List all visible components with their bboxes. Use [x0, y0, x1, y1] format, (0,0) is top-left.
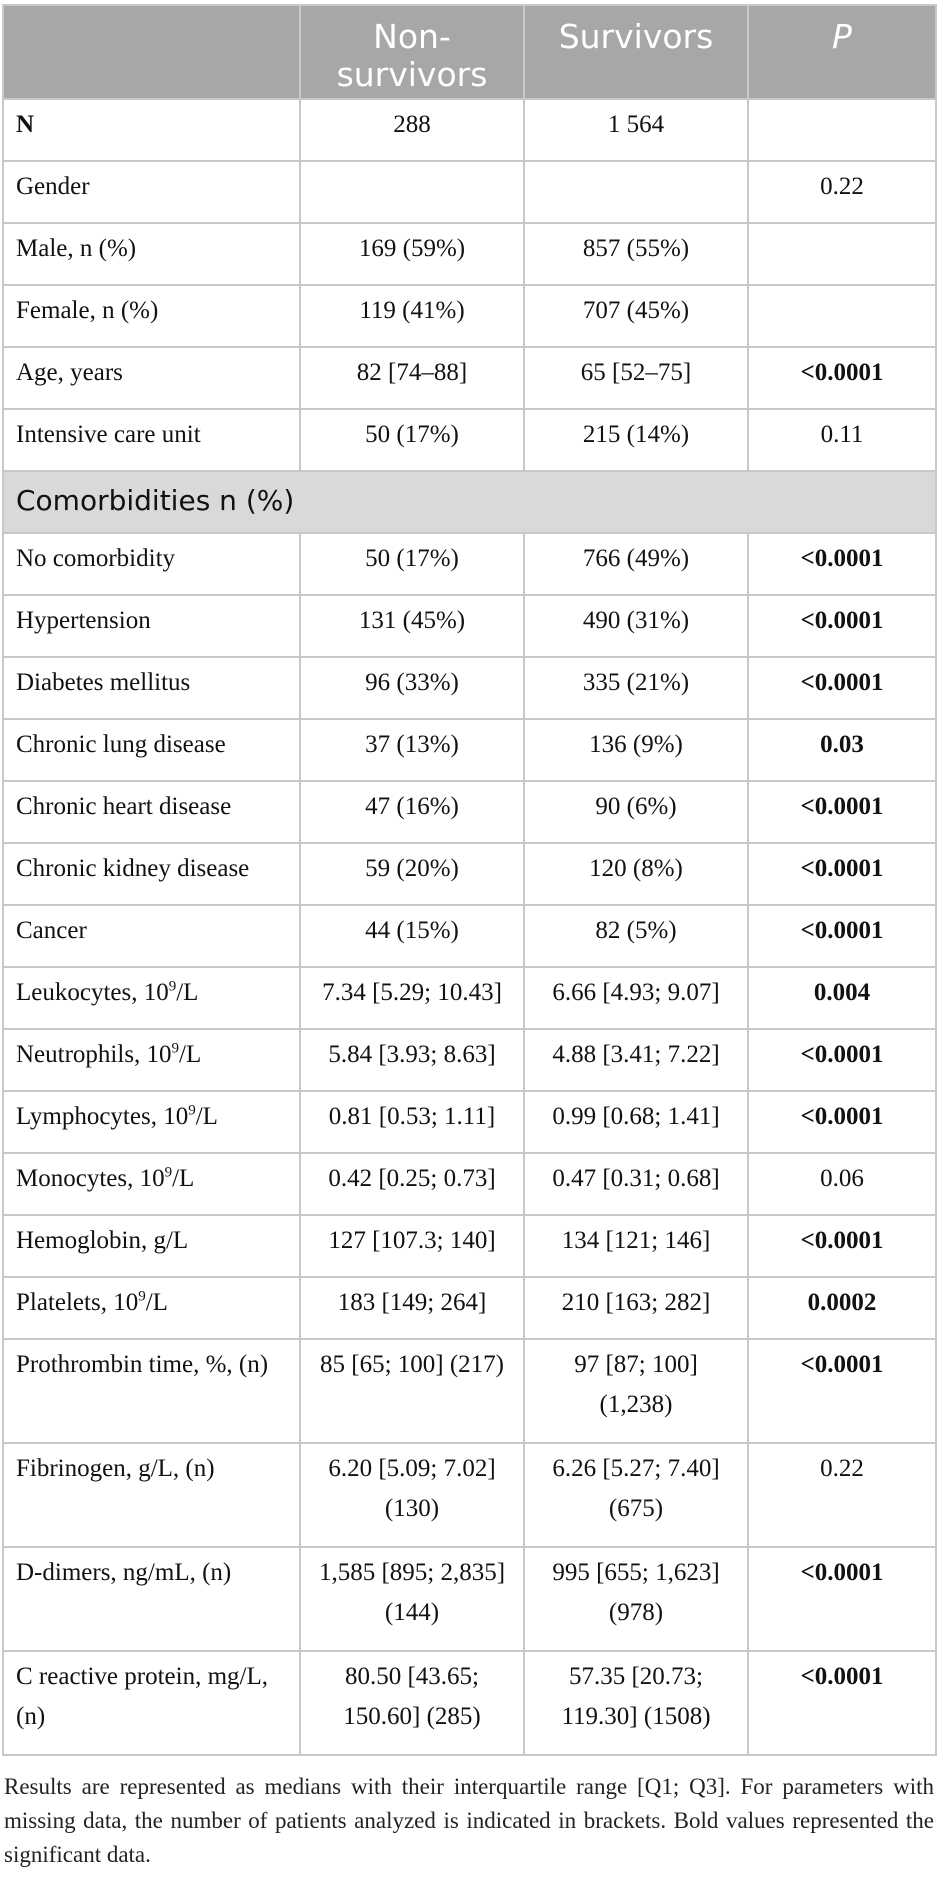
table-row: [3, 223, 936, 285]
non-survivors-value: 47 (16%): [300, 781, 524, 843]
table-row: [3, 967, 936, 1029]
non-survivors-value: 96 (33%): [300, 657, 524, 719]
row-label-unit: /L: [172, 1165, 195, 1192]
patient-characteristics-table-container: [2, 4, 935, 1756]
row-label: Chronic kidney disease: [3, 843, 300, 905]
survivors-value: 0.47 [0.31; 0.68]: [524, 1153, 748, 1215]
p-value: 0.11: [748, 409, 936, 471]
header-survivors: Survivors: [524, 5, 748, 99]
p-value: <0.0001: [748, 1651, 936, 1755]
survivors-value: 210 [163; 282]: [524, 1277, 748, 1339]
table-row: [3, 719, 936, 781]
non-survivors-value: 0.42 [0.25; 0.73]: [300, 1153, 524, 1215]
row-label: Male, n (%): [3, 223, 300, 285]
p-value: <0.0001: [748, 781, 936, 843]
table-row: [3, 285, 936, 347]
p-value: <0.0001: [748, 657, 936, 719]
patient-characteristics-table: [2, 4, 937, 1756]
survivors-value: [524, 161, 748, 223]
table-row: [3, 1651, 936, 1755]
row-label: Cancer: [3, 905, 300, 967]
p-value: 0.03: [748, 719, 936, 781]
p-value: 0.22: [748, 161, 936, 223]
survivors-value: 136 (9%): [524, 719, 748, 781]
survivors-value: 766 (49%): [524, 533, 748, 595]
non-survivors-value: 6.20 [5.09; 7.02] (130): [300, 1443, 524, 1547]
row-label: No comorbidity: [3, 533, 300, 595]
survivors-value: 1 564: [524, 99, 748, 161]
non-survivors-value: 183 [149; 264]: [300, 1277, 524, 1339]
survivors-value: 134 [121; 146]: [524, 1215, 748, 1277]
row-label-text: Neutrophils, 10: [16, 1041, 172, 1068]
table-row: [3, 781, 936, 843]
row-label-unit: /L: [179, 1041, 202, 1068]
row-label: [3, 1029, 300, 1091]
p-value: <0.0001: [748, 347, 936, 409]
header-non-survivors: Non-survivors: [300, 5, 524, 99]
table-row: [3, 1029, 936, 1091]
table-row: [3, 409, 936, 471]
table-row: [3, 533, 936, 595]
row-label: Intensive care unit: [3, 409, 300, 471]
table-row: [3, 1153, 936, 1215]
section-header-row: [3, 471, 936, 533]
p-value: <0.0001: [748, 1339, 936, 1443]
row-label-exponent: 9: [164, 1164, 173, 1181]
survivors-value: 65 [52–75]: [524, 347, 748, 409]
p-value: 0.22: [748, 1443, 936, 1547]
survivors-value: 0.99 [0.68; 1.41]: [524, 1091, 748, 1153]
p-value: <0.0001: [748, 1029, 936, 1091]
non-survivors-value: 37 (13%): [300, 719, 524, 781]
non-survivors-value: 1,585 [895; 2,835] (144): [300, 1547, 524, 1651]
non-survivors-value: 59 (20%): [300, 843, 524, 905]
p-value: <0.0001: [748, 1215, 936, 1277]
p-value: <0.0001: [748, 595, 936, 657]
row-label-text: Monocytes, 10: [16, 1165, 165, 1192]
row-label: Chronic lung disease: [3, 719, 300, 781]
table-row: [3, 843, 936, 905]
header-variable: [3, 5, 300, 99]
survivors-value: 335 (21%): [524, 657, 748, 719]
table-row: [3, 1443, 936, 1547]
table-row: [3, 657, 936, 719]
survivors-value: 82 (5%): [524, 905, 748, 967]
row-label: N: [3, 99, 300, 161]
non-survivors-value: 50 (17%): [300, 409, 524, 471]
non-survivors-value: 0.81 [0.53; 1.11]: [300, 1091, 524, 1153]
row-label-text: Platelets, 10: [16, 1289, 139, 1316]
row-label: Prothrombin time, %, (n): [3, 1339, 300, 1443]
survivors-value: 6.66 [4.93; 9.07]: [524, 967, 748, 1029]
non-survivors-value: 131 (45%): [300, 595, 524, 657]
p-value: <0.0001: [748, 843, 936, 905]
row-label: C reactive protein, mg/L, (n): [3, 1651, 300, 1755]
p-value: <0.0001: [748, 533, 936, 595]
non-survivors-value: [300, 161, 524, 223]
survivors-value: 707 (45%): [524, 285, 748, 347]
row-label-text: Lymphocytes, 10: [16, 1103, 189, 1130]
p-value: [748, 223, 936, 285]
non-survivors-value: 7.34 [5.29; 10.43]: [300, 967, 524, 1029]
header-p-value: P: [748, 5, 936, 99]
table-body: [3, 99, 936, 1755]
survivors-value: 90 (6%): [524, 781, 748, 843]
table-row: [3, 347, 936, 409]
row-label: Fibrinogen, g/L, (n): [3, 1443, 300, 1547]
survivors-value: 120 (8%): [524, 843, 748, 905]
p-value: <0.0001: [748, 1547, 936, 1651]
survivors-value: 215 (14%): [524, 409, 748, 471]
table-row: [3, 1091, 936, 1153]
table-row: [3, 1215, 936, 1277]
row-label-exponent: 9: [171, 1040, 180, 1057]
row-label: Hemoglobin, g/L: [3, 1215, 300, 1277]
survivors-value: 6.26 [5.27; 7.40] (675): [524, 1443, 748, 1547]
non-survivors-value: 119 (41%): [300, 285, 524, 347]
row-label: [3, 1091, 300, 1153]
table-row: [3, 161, 936, 223]
p-value: 0.0002: [748, 1277, 936, 1339]
row-label: Hypertension: [3, 595, 300, 657]
survivors-value: 857 (55%): [524, 223, 748, 285]
non-survivors-value: 169 (59%): [300, 223, 524, 285]
row-label: D-dimers, ng/mL, (n): [3, 1547, 300, 1651]
p-value: [748, 99, 936, 161]
table-row: [3, 1547, 936, 1651]
non-survivors-value: 85 [65; 100] (217): [300, 1339, 524, 1443]
table-row: [3, 595, 936, 657]
non-survivors-value: 44 (15%): [300, 905, 524, 967]
row-label: Age, years: [3, 347, 300, 409]
p-value: <0.0001: [748, 905, 936, 967]
row-label-unit: /L: [145, 1289, 168, 1316]
row-label-unit: /L: [176, 979, 199, 1006]
table-row: [3, 905, 936, 967]
p-value: 0.004: [748, 967, 936, 1029]
section-title: Comorbidities n (%): [3, 471, 936, 533]
row-label-text: Leukocytes, 10: [16, 979, 169, 1006]
survivors-value: 4.88 [3.41; 7.22]: [524, 1029, 748, 1091]
non-survivors-value: 80.50 [43.65; 150.60] (285): [300, 1651, 524, 1755]
p-value: <0.0001: [748, 1091, 936, 1153]
table-row: [3, 1339, 936, 1443]
row-label-exponent: 9: [188, 1102, 196, 1119]
row-label: [3, 1277, 300, 1339]
non-survivors-value: 127 [107.3; 140]: [300, 1215, 524, 1277]
row-label-exponent: 9: [168, 978, 177, 995]
table-header-row: [3, 5, 936, 99]
row-label: Diabetes mellitus: [3, 657, 300, 719]
survivors-value: 490 (31%): [524, 595, 748, 657]
non-survivors-value: 50 (17%): [300, 533, 524, 595]
row-label: [3, 967, 300, 1029]
non-survivors-value: 288: [300, 99, 524, 161]
survivors-value: 97 [87; 100] (1,238): [524, 1339, 748, 1443]
table-footnote: Results are represented as medians with their interquartile range [Q1; Q3]. For parameters with missing data, the number of patients analyzed is indicated in brackets. Bold values represented the significant data.: [4, 1774, 934, 1867]
row-label: Gender: [3, 161, 300, 223]
row-label-exponent: 9: [138, 1288, 146, 1305]
non-survivors-value: 5.84 [3.93; 8.63]: [300, 1029, 524, 1091]
survivors-value: 995 [655; 1,623] (978): [524, 1547, 748, 1651]
row-label: Chronic heart disease: [3, 781, 300, 843]
survivors-value: 57.35 [20.73; 119.30] (1508): [524, 1651, 748, 1755]
row-label: Female, n (%): [3, 285, 300, 347]
p-value: 0.06: [748, 1153, 936, 1215]
row-label-unit: /L: [195, 1103, 218, 1130]
row-label: [3, 1153, 300, 1215]
table-row: [3, 1277, 936, 1339]
p-value: [748, 285, 936, 347]
non-survivors-value: 82 [74–88]: [300, 347, 524, 409]
table-row: [3, 99, 936, 161]
